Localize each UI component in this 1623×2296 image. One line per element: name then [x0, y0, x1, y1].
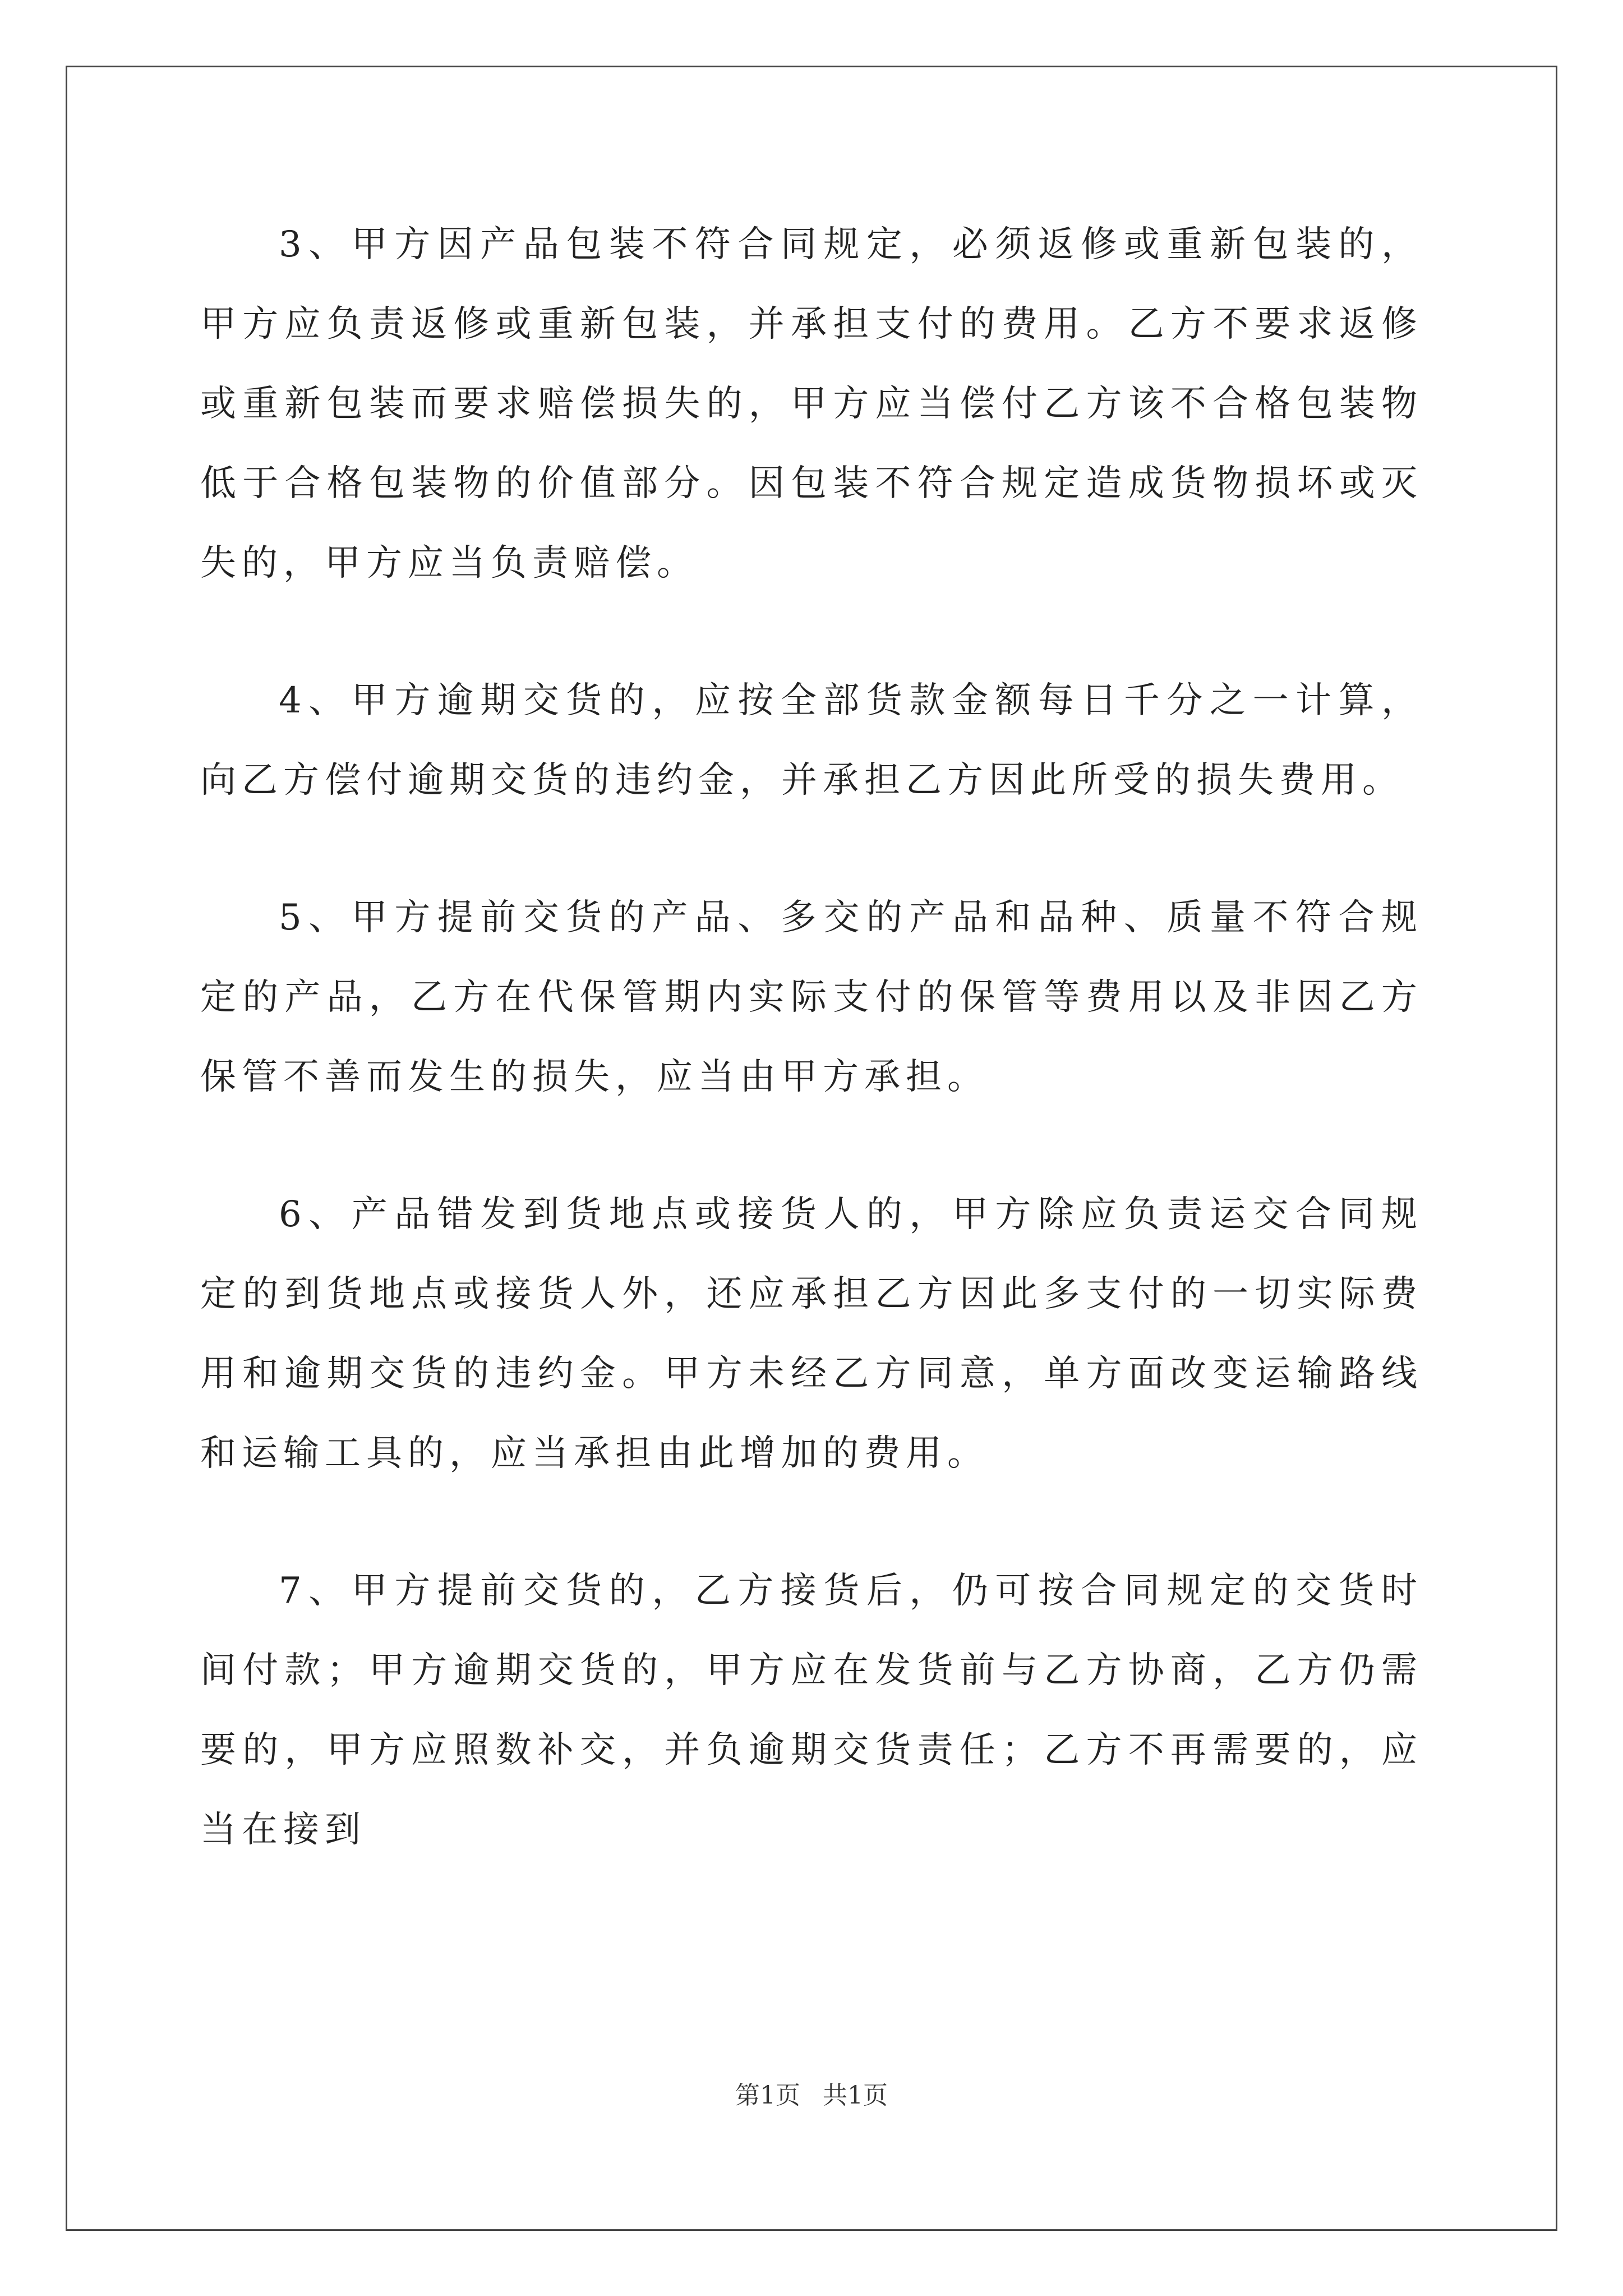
paragraph-clause-4: 4、甲方逾期交货的，应按全部货款金额每日千分之一计算，向乙方偿付逾期交货的违约金，并承担乙方因此所受的损失费用。	[200, 680, 1423, 801]
paragraph-clause-7: 7、甲方提前交货的，乙方接货后，仍可按合同规定的交货时间付款；甲方逾期交货的，甲方应在发货前与乙方协商，乙方仍需要的，甲方应照数补交，并负逾期交货责任；乙方不再需要的，应当在接到	[200, 1570, 1423, 1851]
document-body	[200, 205, 1423, 1870]
paragraph-clause-3: 3、甲方因产品包装不符合同规定，必须返修或重新包装的，甲方应负责返修或重新包装，并承担支付的费用。乙方不要求返修或重新包装而要求赔偿损失的，甲方应当偿付乙方该不合格包装物低于合格包装物的价值部分。因包装不符合规定造成货物损坏或灭失的，甲方应当负责赔偿。	[200, 224, 1423, 584]
page-number-current: 第1页	[735, 2081, 800, 2110]
paragraph-clause-5: 5、甲方提前交货的产品、多交的产品和品种、质量不符合规定的产品，乙方在代保管期内实际支付的保管等费用以及非因乙方保管不善而发生的损失，应当由甲方承担。	[200, 897, 1423, 1098]
page-footer	[0, 2079, 1623, 2113]
page-number-total: 共1页	[823, 2081, 888, 2110]
paragraph-clause-6: 6、产品错发到货地点或接货人的，甲方除应负责运交合同规定的到货地点或接货人外，还应承担乙方因此多支付的一切实际费用和逾期交货的违约金。甲方未经乙方同意，单方面改变运输路线和运输工具的，应当承担由此增加的费用。	[200, 1194, 1423, 1474]
